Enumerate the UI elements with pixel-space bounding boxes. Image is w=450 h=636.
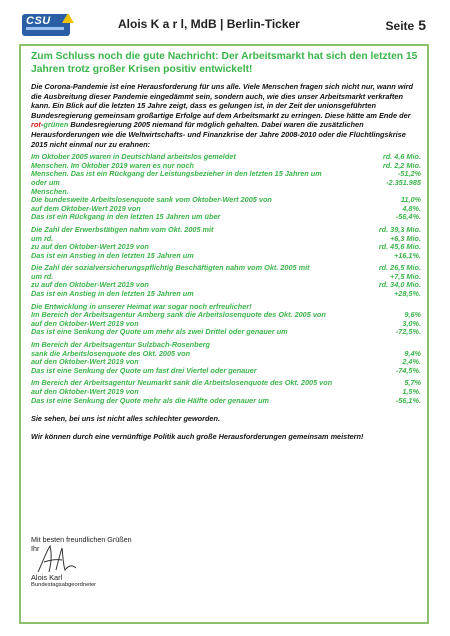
logo-lion-mark-icon: [62, 13, 74, 23]
statistic-value: +6,3 Mio.: [389, 233, 421, 243]
statistic-value: 11,0%: [400, 195, 421, 205]
statistic-text: oder um: [31, 177, 60, 187]
page-indicator: [386, 17, 426, 33]
statistic-value: -72,5%.: [395, 327, 421, 337]
statistic-text: Im Bereich der Arbeitsagentur Neumarkt sank die Arbeitslosenquote des Okt. 2005 von: [31, 378, 333, 388]
statistic-text: auf den Oktober-Wert 2019 von: [31, 357, 139, 367]
statistic-text: um rd.: [31, 233, 54, 243]
statistic-row: [31, 252, 421, 261]
handwritten-signature: [32, 542, 88, 576]
statistic-text: Das ist ein Rückgang in den letzten 15 Jahren um über: [31, 212, 221, 222]
intro-rot: rot: [31, 120, 41, 130]
headline: Zum Schluss noch die gute Nachricht: Der Arbeitsmarkt hat sich den letzten 15 Jahren trotz großer Krisen positiv entwickelt!: [31, 51, 418, 75]
statistic-row: [31, 397, 421, 406]
closing-statement-1: Sie sehen, bei uns ist nicht alles schlechter geworden.: [31, 414, 220, 424]
statistic-text: Menschen. Das ist ein Rückgang der Leistungsbezieher in den letzten 15 Jahren um: [31, 169, 322, 179]
statistic-text: Menschen.: [31, 186, 69, 196]
statistic-value: rd. 4,6 Mio.: [382, 152, 421, 162]
intro-gruen: grünen: [43, 120, 69, 130]
statistic-block: [31, 341, 421, 375]
statistic-value: 3,0%.: [402, 318, 421, 328]
statistic-value: -74,5%.: [395, 365, 421, 375]
statistic-value: +7,5 Mio.: [389, 271, 421, 281]
statistic-text: Im Bereich der Arbeitsagentur Amberg sank die Arbeitslosenquote des Okt. 2005 von: [31, 310, 326, 320]
intro-text-2: Bundesregierung 2005 niemand für möglich gehalten. Dabei waren die zusätzlichen Herausforderungen wie die Weltwirtschafts- und Finanzkrise der Jahre 2008-2010 oder die Flüchtlingskrise 2015 nicht einmal nur zu erahnen:: [31, 120, 406, 149]
statistic-value: 2,4%.: [402, 357, 421, 367]
statistic-value: rd. 2,2 Mio.: [382, 160, 421, 170]
statistic-text: Das ist eine Senkung der Quote um fast drei Viertel oder genauer: [31, 365, 257, 375]
statistic-text: Im Bereich der Arbeitsagentur Sulzbach-Rosenberg: [31, 340, 210, 350]
statistic-text: auf dem Oktober-Wert 2019 von: [31, 203, 141, 213]
logo-underline: [26, 27, 64, 30]
csu-logo: [22, 14, 70, 36]
statistic-value: rd. 26,5 Mio.: [378, 263, 421, 273]
page-number: 5: [418, 17, 426, 33]
statistic-value: -2.351.985: [386, 177, 421, 187]
signatory-role: Bundestagsabgeordneter: [31, 582, 97, 588]
statistic-text: Das ist ein Anstieg in den letzten 15 Jahren um: [31, 289, 194, 299]
closing-statement-2: Wir können durch eine vernünftige Politik auch große Herausforderungen gemeinsam meistern!: [31, 432, 364, 442]
greeting-line-2: Ihr: [31, 544, 40, 553]
statistic-value: -51,2%: [397, 169, 421, 179]
statistic-row: [31, 170, 421, 179]
statistic-text: Die Zahl der sozialversicherungspflichtig Beschäftigten nahm vom Okt. 2005 mit: [31, 263, 310, 273]
logo-text: CSU: [26, 15, 51, 27]
statistic-value: 5,7%: [404, 378, 421, 388]
statistic-value: 9,6%: [404, 310, 421, 320]
statistic-value: -56,4%.: [395, 212, 421, 222]
statistic-row: [31, 226, 421, 235]
statistic-text: Das ist ein Anstieg in den letzten 15 Jahren um: [31, 250, 194, 260]
statistic-row: [31, 367, 421, 376]
statistic-text: Menschen. Im Oktober 2019 waren es nur noch: [31, 160, 195, 170]
statistic-text: um rd.: [31, 271, 54, 281]
statistic-value: rd. 45,6 Mio.: [378, 242, 421, 252]
statistic-value: rd. 34,0 Mio.: [378, 280, 421, 290]
statistic-value: 1,5%.: [402, 387, 421, 396]
statistic-row: [31, 290, 421, 299]
statistic-row: [31, 264, 421, 273]
statistic-value: rd. 39,3 Mio.: [378, 224, 421, 234]
statistic-text: zu auf den Oktober-Wert 2019 von: [31, 280, 149, 290]
statistic-value: 4,8%.: [402, 203, 421, 213]
signatory-name: Alois Karl: [31, 573, 63, 582]
statistic-text: auf den Oktober-Wert 2019 von: [31, 387, 139, 396]
statistic-text: zu auf den Oktober-Wert 2019 von: [31, 242, 149, 252]
intro-paragraph: [31, 82, 421, 149]
statistic-value: +16,1%.: [394, 250, 421, 260]
greeting-line-1: Mit besten freundlichen Grüßen: [31, 535, 132, 544]
intro-dash: -: [40, 120, 44, 130]
statistic-text: Die Entwicklung in unserer Heimat war sogar noch erfreulicher!: [31, 301, 252, 311]
statistic-text: auf den Oktober-Wert 2019 von: [31, 318, 139, 328]
statistic-value: 9,4%: [404, 348, 421, 358]
statistic-block: [31, 264, 421, 298]
statistic-text: Das ist eine Senkung der Quote um mehr als zwei Drittel oder genauer um: [31, 327, 288, 337]
statistic-block: [31, 379, 421, 405]
article-body: [31, 50, 421, 441]
statistic-block: [31, 153, 421, 222]
statistic-row: [31, 179, 421, 188]
statistic-text: Im Oktober 2005 waren in Deutschland arbeitslos gemeldet: [31, 152, 236, 162]
statistic-text: Die Zahl der Erwerbstätigen nahm vom Okt. 2005 mit: [31, 224, 214, 234]
statistic-text: Das ist eine Senkung der Quote mehr als die Hälfte oder genauer um: [31, 395, 270, 405]
statistics-list: [31, 153, 421, 405]
statistic-text: Die bundesweite Arbeitslosenquote sank vom Oktober-Wert 2005 von: [31, 195, 272, 205]
page-header: [0, 0, 450, 44]
page-label: Seite: [385, 19, 415, 33]
statistic-row: [31, 328, 421, 337]
intro-text-1: Die Corona-Pandemie ist eine Herausforderung für uns alle. Viele Menschen fragen sich nicht nur, wann wird die Ausbreitung dieser Pandemie eingedämmt sein, sondern auch, wie dies unser Arbeitsmarkt verkraften kann. Ein Blick auf die letzten 15 Jahre zeigt, dass es gelungen ist, in der Zeit der unionsgeführten Bundesregierung gemeinsam großartige Erfolge auf dem Arbeitsmarkt zu erringen. Diese hätte am Ende der: [31, 82, 414, 120]
statistic-block: [31, 303, 421, 337]
newsletter-title: Alois K a r l, MdB | Berlin-Ticker: [118, 17, 300, 31]
statistic-value: -56,1%.: [395, 395, 421, 405]
statistic-value: +28,5%.: [394, 289, 421, 299]
statistic-row: [31, 213, 421, 222]
statistic-text: sank die Arbeitslosenquote des Okt. 2005 von: [31, 348, 191, 358]
statistic-block: [31, 226, 421, 260]
